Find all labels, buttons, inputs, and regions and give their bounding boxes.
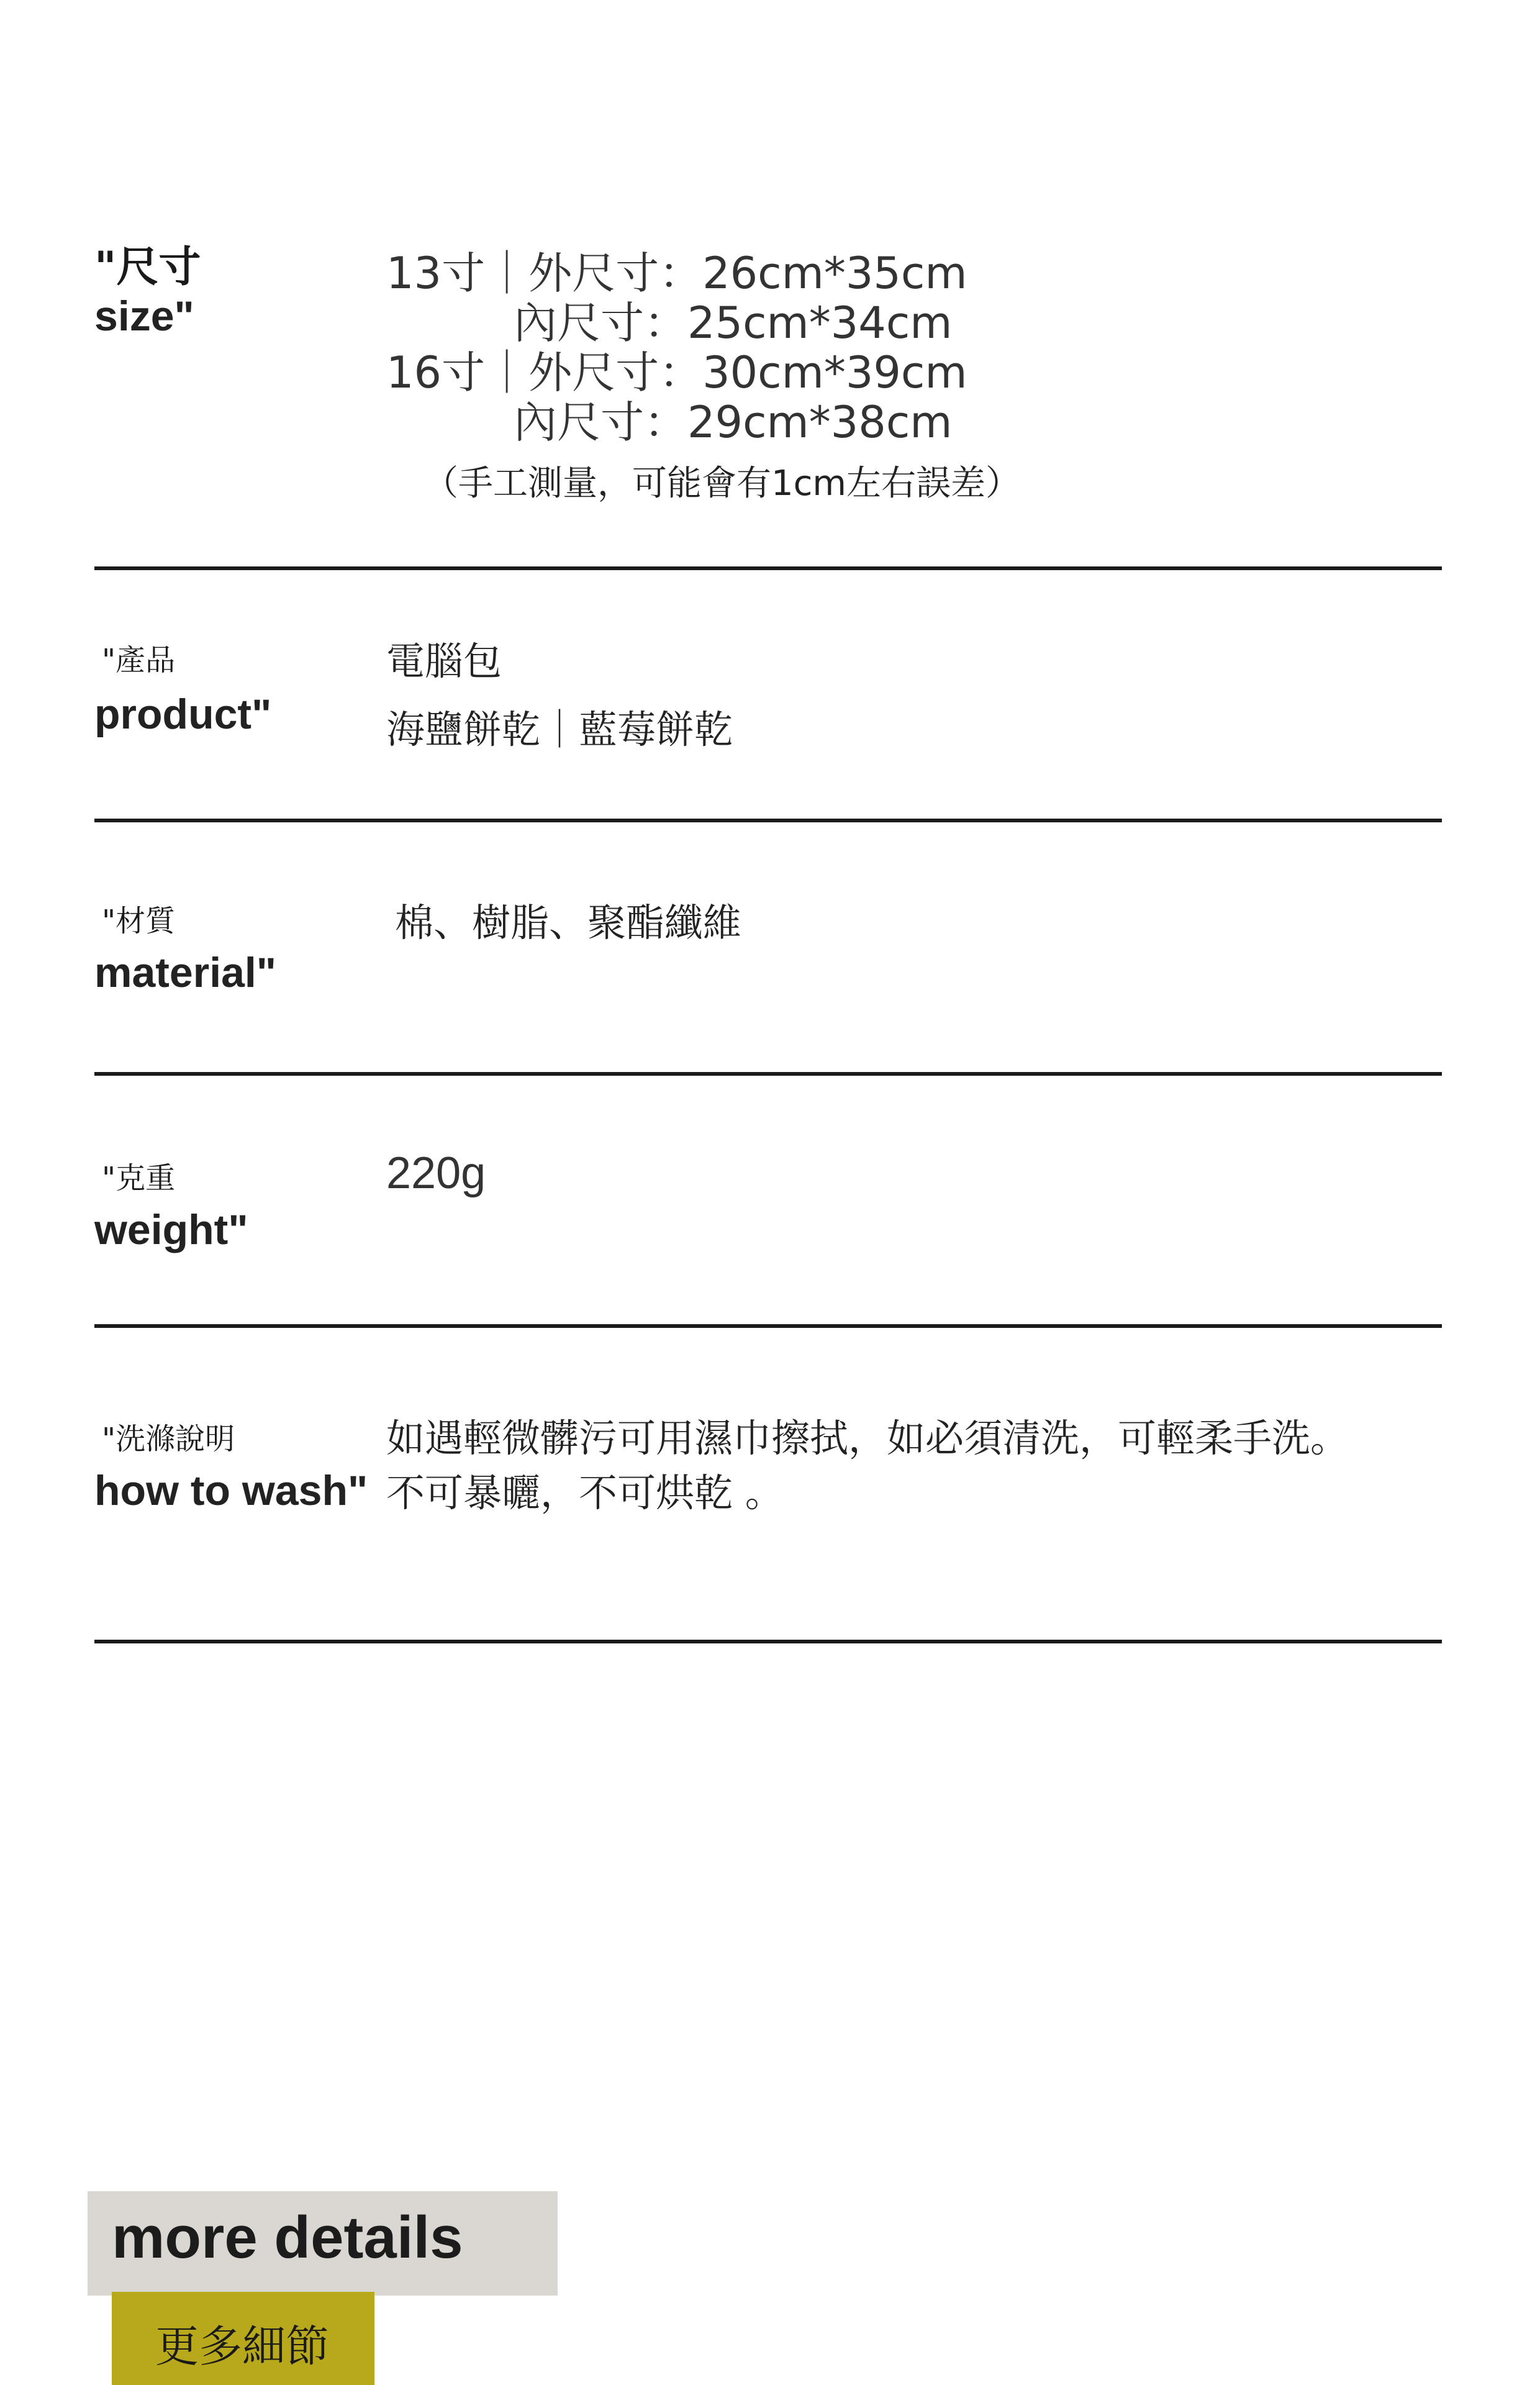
product-line: 海鹽餅乾｜藍莓餅乾 (386, 707, 733, 752)
size-line-13-outer: 13寸｜外尺寸：26cm*35cm (386, 248, 967, 299)
wash-line: 如遇輕微髒污可用濕巾擦拭，如必須清洗，可輕柔手洗。 (386, 1415, 1349, 1461)
size-values (386, 248, 1020, 506)
size-note: （手工測量，可能會有1cm左右誤差） (424, 463, 1020, 504)
divider (94, 819, 1442, 822)
size-label-en: size" (94, 293, 194, 340)
divider (94, 566, 1442, 570)
product-label-cn: "產品 (102, 643, 176, 678)
product-label (94, 643, 271, 738)
material-label-en: material" (94, 949, 277, 997)
size-label-cn: "尺寸 (94, 243, 201, 292)
divider (94, 1640, 1442, 1643)
divider (94, 1072, 1442, 1076)
wash-label-en: how to wash" (94, 1467, 368, 1515)
material-line: 棉、樹脂、聚酯纖維 (395, 900, 742, 945)
wash-values (386, 1411, 1349, 1520)
weight-label-en: weight" (94, 1206, 248, 1254)
product-label-en: product" (94, 691, 272, 738)
weight-values (386, 1148, 486, 1199)
size-label (94, 243, 201, 340)
more-details-title: more details (112, 2204, 463, 2271)
wash-line: 不可暴曬，不可烘乾 。 (386, 1470, 784, 1515)
size-line-13-inner: 內尺寸：25cm*34cm (514, 298, 953, 348)
product-values (386, 630, 733, 761)
more-details-subtitle: 更多細節 (155, 2321, 329, 2372)
weight-label (94, 1161, 248, 1254)
size-line-16-outer: 16寸｜外尺寸：30cm*39cm (386, 347, 967, 398)
material-label (94, 904, 276, 997)
product-line: 電腦包 (386, 638, 502, 684)
material-values (395, 892, 741, 947)
wash-label (94, 1422, 368, 1515)
divider (94, 1324, 1442, 1328)
wash-label-cn: "洗滌說明 (102, 1422, 235, 1456)
size-line-16-inner: 內尺寸：29cm*38cm (514, 397, 953, 448)
weight-line: 220g (386, 1148, 486, 1198)
weight-label-cn: "克重 (102, 1161, 176, 1196)
material-label-cn: "材質 (102, 904, 176, 938)
